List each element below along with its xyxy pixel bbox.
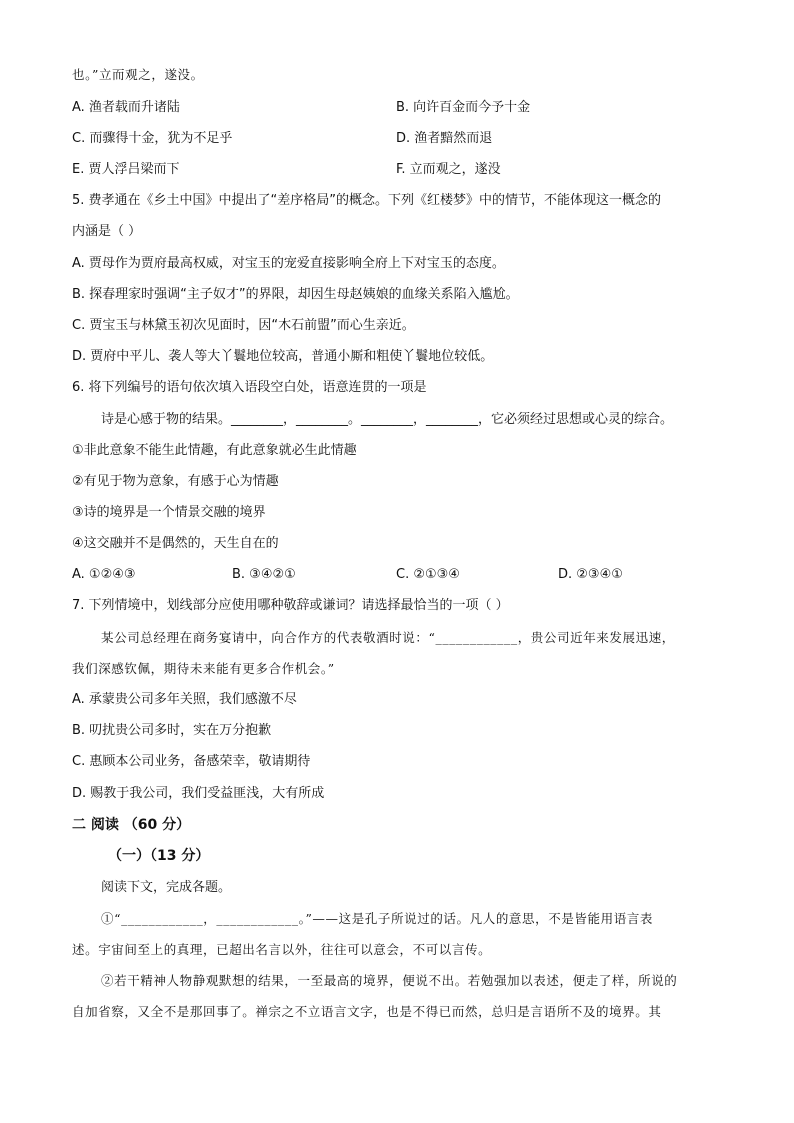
section-heading: 二 阅读 （60 分） [72,817,191,833]
q5-stem-line2: 内涵是（ ） [72,224,142,239]
q4-option-c: C. 而骤得十金，犹为不足乎 [72,131,233,146]
q4-option-a: A. 渔者载而升诸陆 [72,100,180,115]
q4-option-f: F. 立而观之，遂没 [396,162,501,177]
q6-sentence-2: ②有见于物为意象，有感于心为情趣 [72,474,279,489]
passage-p1-line2: 述。宇宙间至上的真理，已超出名言以外，往往可以意会，不可以言传。 [72,942,492,957]
q6-option-c: C. ②①③④ [396,567,460,582]
q5-option-d: D. 贾府中平儿、袭人等大丫鬟地位较高，普通小厮和粗使丫鬟地位较低。 [72,349,494,364]
q4-tail: 也。”立而观之，遂没。 [72,67,204,82]
q7-stem: 7. 下列情境中，划线部分应使用哪种敬辞或谦词？请选择最恰当的一项（ ） [72,598,509,613]
q5-option-c: C. 贾宝玉与林黛玉初次见面时，因“木石前盟”而心生亲近。 [72,318,415,333]
q5-stem-line1: 5. 费孝通在《乡土中国》中提出了“差序格局”的概念。下列《红楼梦》中的情节，不能体现这一概念的 [72,193,662,208]
q7-option-a: A. 承蒙贵公司多年关照，我们感激不尽 [72,692,297,707]
q5-option-a: A. 贾母作为贾府最高权威，对宝玉的宠爱直接影响全府上下对宝玉的态度。 [72,256,505,271]
reading-instruction: 阅读下文，完成各题。 [101,880,232,895]
q6-sentence-3: ③诗的境界是一个情景交融的境界 [72,505,266,520]
passage-p2-line2: 自加省察，又全不是那回事了。禅宗之不立语言文字，也是不得已而然，总归是言语所不及的境界。其 [72,1004,662,1019]
q6-sentence-4: ④这交融并不是偶然的，天生自在的 [72,536,279,551]
q7-option-c: C. 惠顾本公司业务，备感荣幸，敬请期待 [72,754,311,769]
passage-p1-line1: ①“____________，____________。”——这是孔子所说过的话。凡人的意思，不是皆能用语言表 [101,911,654,926]
q6-stem: 6. 将下列编号的语句依次填入语段空白处，语意连贯的一项是 [72,380,427,395]
q6-passage: 诗是心感于物的结果。________，________。________，________，它必须经过思想或心灵的综合。 [101,412,674,427]
q7-scene-line1: 某公司总经理在商务宴请中，向合作方的代表敬酒时说：“____________，贵公司近年来发展迅速， [101,630,675,645]
q5-option-b: B. 探春理家时强调“主子奴才”的界限，却因生母赵姨娘的血缘关系陷入尴尬。 [72,287,519,302]
q7-option-b: B. 叨扰贵公司多时，实在万分抱歉 [72,723,272,738]
q6-option-d: D. ②③④① [558,567,623,582]
q6-sentence-1: ①非此意象不能生此情趣，有此意象就必生此情趣 [72,443,357,458]
q4-option-b: B. 向许百金而今予十金 [396,100,531,115]
q6-option-b: B. ③④②① [232,567,296,582]
section-subheading: （一）（13 分） [108,848,210,864]
q7-option-d: D. 赐教于我公司，我们受益匪浅，大有所成 [72,786,325,801]
passage-p2-line1: ②若干精神人物静观默想的结果，一至最高的境界，便说不出。若勉强加以表述，便走了样，所说的 [101,973,678,988]
q7-scene-line2: 我们深感钦佩，期待未来能有更多合作机会。” [72,661,335,676]
q4-option-d: D. 渔者黯然而退 [396,131,493,146]
q6-option-a: A. ①②④③ [72,567,136,582]
q4-option-e: E. 贾人浮吕梁而下 [72,162,180,177]
